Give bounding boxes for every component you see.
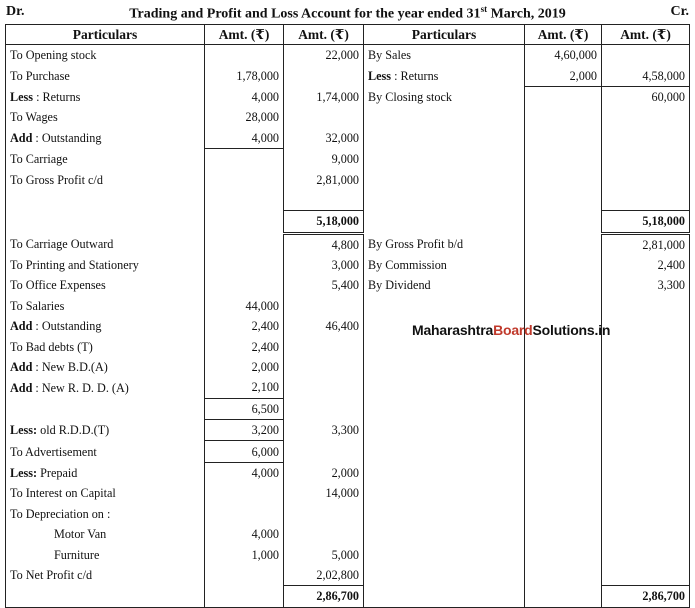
amount-dr-inner-cell (205, 86, 284, 107)
amount-cr-outer-cell (602, 544, 690, 564)
amount-dr-outer-cell (284, 336, 364, 356)
particulars-text: To Office Expenses (10, 278, 106, 293)
amount-dr-outer-cell (284, 565, 364, 586)
amount-dr-inner-cell (205, 255, 284, 275)
amount-cr-outer-cell (602, 316, 690, 336)
amount-dr-outer-cell (284, 255, 364, 275)
particulars-text: To Opening stock (10, 48, 97, 63)
particulars-cr-cell (364, 441, 525, 462)
ledger-row (6, 483, 690, 503)
amount-dr-inner-cell (205, 544, 284, 564)
ledger-row (6, 586, 690, 607)
particulars-dr-cell (6, 398, 205, 419)
ledger-row (6, 336, 690, 356)
amount-dr-inner-cell (205, 316, 284, 336)
particulars-dr-cell (6, 420, 205, 441)
particulars-text: To Printing and Stationery (10, 258, 139, 273)
particulars-prefix: Add (10, 319, 33, 334)
amount-cr-inner-cell (525, 336, 602, 356)
amount-dr-outer-cell (284, 107, 364, 127)
amount-value: 28,000 (245, 110, 279, 125)
amount-cr-outer-cell (602, 65, 690, 86)
amount-cr-inner-cell (525, 65, 602, 86)
particulars-dr-cell (6, 107, 205, 127)
amount-dr-inner-cell (205, 420, 284, 441)
particulars-dr-cell (6, 190, 205, 211)
amount-dr-inner-cell (205, 148, 284, 169)
amount-value: 14,000 (325, 486, 359, 501)
amount-cr-inner-cell (525, 45, 602, 66)
particulars-cr-cell (364, 255, 525, 275)
particulars-cr-cell (364, 504, 525, 524)
amount-cr-inner-cell (525, 357, 602, 377)
particulars-cr-cell (364, 233, 525, 255)
particulars-text: : Outstanding (32, 131, 102, 145)
amount-cr-inner-cell (525, 296, 602, 316)
amount-value: 4,60,000 (554, 48, 597, 63)
amount-dr-inner-cell (205, 169, 284, 189)
particulars-dr-cell (6, 377, 205, 398)
particulars-text: : Returns (391, 68, 439, 83)
particulars-dr-cell (6, 296, 205, 316)
amount-value: 1,74,000 (316, 89, 359, 104)
particulars-cr-cell (364, 107, 525, 127)
ledger-row (6, 148, 690, 169)
amount-cr-inner-cell (525, 398, 602, 419)
particulars-dr-cell (6, 255, 205, 275)
ledger-row (6, 524, 690, 544)
ledger-row (6, 377, 690, 398)
particulars-text: To Purchase (10, 68, 70, 83)
particulars-text: To Carriage Outward (10, 236, 114, 251)
amount-cr-inner-cell (525, 169, 602, 189)
amount-dr-outer-cell (284, 296, 364, 316)
amount-dr-outer-cell (284, 586, 364, 607)
amount-value: 2,400 (251, 339, 279, 354)
amount-value: 2,81,000 (642, 237, 685, 252)
account-title (0, 4, 695, 23)
amount-dr-outer-cell (284, 190, 364, 211)
particulars-dr-cell (6, 148, 205, 169)
amount-dr-inner-cell (205, 441, 284, 462)
amount-dr-outer-cell (284, 211, 364, 233)
particulars-cr-cell (364, 148, 525, 169)
amount-dr-inner-cell (205, 504, 284, 524)
ledger-row (6, 357, 690, 377)
amount-cr-inner-cell (525, 107, 602, 127)
amount-value: 2,86,700 (642, 589, 685, 604)
amount-value: 1,000 (251, 547, 279, 562)
amount-dr-outer-cell (284, 524, 364, 544)
particulars-dr-cell (6, 441, 205, 462)
particulars-dr-cell (6, 462, 205, 483)
amount-cr-outer-cell (602, 169, 690, 189)
particulars-text: To Advertisement (10, 444, 97, 459)
particulars-cr-cell (364, 211, 525, 233)
amount-cr-outer-cell (602, 233, 690, 255)
amount-cr-outer-cell (602, 524, 690, 544)
ledger-row (6, 86, 690, 107)
particulars-text: : Outstanding (32, 319, 102, 334)
amount-cr-inner-cell (525, 148, 602, 169)
amount-dr-inner-cell (205, 377, 284, 398)
particulars-prefix: Add (10, 380, 33, 395)
amount-cr-outer-cell (602, 441, 690, 462)
particulars-cr-cell (364, 45, 525, 66)
particulars-cr-cell (364, 462, 525, 483)
credit-label: Cr. (670, 4, 689, 19)
particulars-dr-cell (6, 357, 205, 377)
watermark-part-3: Solutions.in (532, 322, 611, 338)
amount-value: 44,000 (245, 298, 279, 313)
amount-cr-outer-cell (602, 420, 690, 441)
particulars-dr-cell (6, 504, 205, 524)
particulars-dr-cell (6, 169, 205, 189)
amount-cr-inner-cell (525, 128, 602, 149)
particulars-text: To Bad debts (T) (10, 339, 93, 354)
particulars-text: By Dividend (368, 278, 431, 293)
amount-dr-inner-cell (205, 45, 284, 66)
col-amt1-dr: Amt. (₹) (205, 25, 284, 45)
particulars-cr-cell (364, 65, 525, 86)
particulars-dr-cell (6, 211, 205, 233)
amount-dr-outer-cell (284, 377, 364, 398)
amount-dr-inner-cell (205, 296, 284, 316)
amount-cr-outer-cell (602, 255, 690, 275)
amount-dr-outer-cell (284, 357, 364, 377)
amount-cr-inner-cell (525, 544, 602, 564)
amount-dr-inner-cell (205, 65, 284, 86)
amount-cr-inner-cell (525, 86, 602, 107)
particulars-dr-cell (6, 586, 205, 607)
amount-value: 4,000 (251, 89, 279, 104)
particulars-prefix: Add (10, 360, 33, 375)
amount-dr-inner-cell (205, 483, 284, 503)
col-particulars-cr: Particulars (364, 25, 525, 45)
ledger-row (6, 190, 690, 211)
amount-value: 2,100 (251, 380, 279, 395)
amount-dr-outer-cell (284, 86, 364, 107)
particulars-text: By Gross Profit b/d (368, 236, 464, 251)
particulars-cr-cell (364, 275, 525, 295)
amount-cr-outer-cell (602, 565, 690, 586)
amount-cr-outer-cell (602, 586, 690, 607)
col-amt2-cr: Amt. (₹) (602, 25, 690, 45)
amount-cr-outer-cell (602, 296, 690, 316)
col-amt2-dr: Amt. (₹) (284, 25, 364, 45)
col-particulars-dr: Particulars (6, 25, 205, 45)
amount-value: 5,18,000 (316, 214, 359, 229)
ledger-row (6, 169, 690, 189)
particulars-text: : New R. D. D. (A) (32, 380, 129, 395)
amount-cr-inner-cell (525, 211, 602, 233)
amount-dr-outer-cell (284, 544, 364, 564)
particulars-dr-cell (6, 86, 205, 107)
amount-dr-outer-cell (284, 504, 364, 524)
amount-value: 2,02,800 (316, 567, 359, 582)
amount-value: 6,000 (251, 444, 279, 459)
particulars-prefix: Less: (10, 423, 38, 438)
amount-dr-inner-cell (205, 211, 284, 233)
amount-cr-outer-cell (602, 483, 690, 503)
amount-cr-outer-cell (602, 377, 690, 398)
amount-dr-outer-cell (284, 316, 364, 336)
amount-dr-inner-cell (205, 107, 284, 127)
particulars-dr-cell (6, 128, 205, 149)
amount-dr-inner-cell (205, 398, 284, 419)
particulars-dr-cell (6, 565, 205, 586)
amount-dr-outer-cell (284, 275, 364, 295)
title-text-end: March, 2019 (487, 6, 566, 22)
amount-dr-inner-cell (205, 462, 284, 483)
particulars-dr-cell (6, 233, 205, 255)
amount-dr-outer-cell (284, 148, 364, 169)
particulars-dr-cell (6, 316, 205, 336)
amount-value: 2,000 (569, 68, 597, 83)
amount-value: 9,000 (331, 151, 359, 166)
ledger-row (6, 211, 690, 233)
amount-dr-outer-cell (284, 128, 364, 149)
amount-cr-outer-cell (602, 336, 690, 356)
amount-cr-inner-cell (525, 504, 602, 524)
ledger-row (6, 65, 690, 86)
amount-cr-inner-cell (525, 565, 602, 586)
ledger-row (6, 462, 690, 483)
ledger-row (6, 544, 690, 564)
amount-dr-outer-cell (284, 462, 364, 483)
particulars-text: To Depreciation on : (10, 506, 111, 521)
particulars-text: : New B.D.(A) (32, 360, 108, 375)
amount-value: 2,86,700 (316, 589, 359, 604)
particulars-text: To Net Profit c/d (10, 568, 93, 583)
particulars-cr-cell (364, 586, 525, 607)
amount-value: 4,000 (251, 466, 279, 480)
amount-value: 5,000 (331, 547, 359, 562)
particulars-cr-cell (364, 565, 525, 586)
amount-value: 5,18,000 (642, 214, 685, 229)
account-header (0, 2, 695, 24)
amount-value: 22,000 (325, 48, 359, 63)
amount-cr-outer-cell (602, 190, 690, 211)
particulars-prefix: Less: (10, 465, 38, 480)
amount-cr-outer-cell (602, 357, 690, 377)
amount-value: 3,200 (251, 423, 279, 438)
particulars-prefix: Less (10, 89, 34, 104)
amount-cr-inner-cell (525, 420, 602, 441)
amount-dr-inner-cell (205, 275, 284, 295)
amount-value: 60,000 (651, 89, 685, 104)
amount-value: 6,500 (251, 401, 279, 416)
amount-cr-outer-cell (602, 462, 690, 483)
column-header-row (6, 25, 690, 45)
particulars-cr-cell (364, 128, 525, 149)
amount-dr-outer-cell (284, 441, 364, 462)
watermark-part-2: Board (493, 322, 533, 338)
amount-dr-inner-cell (205, 565, 284, 586)
particulars-cr-cell (364, 377, 525, 398)
amount-dr-outer-cell (284, 65, 364, 86)
amount-dr-inner-cell (205, 233, 284, 255)
amount-value: 32,000 (325, 131, 359, 145)
amount-value: 3,300 (657, 278, 685, 293)
particulars-dr-cell (6, 336, 205, 356)
particulars-text: By Sales (368, 48, 411, 63)
ledger-row (6, 128, 690, 149)
ledger-row (6, 255, 690, 275)
ledger-row (6, 441, 690, 462)
amount-cr-outer-cell (602, 211, 690, 233)
amount-cr-outer-cell (602, 275, 690, 295)
amount-cr-outer-cell (602, 398, 690, 419)
amount-value: 2,400 (657, 258, 685, 273)
watermark-part-1: Maharashtra (412, 322, 494, 338)
title-text: Trading and Profit and Loss Account for the year ended 31 (129, 6, 481, 22)
particulars-text: To Interest on Capital (10, 486, 116, 501)
particulars-cr-cell (364, 169, 525, 189)
amount-dr-inner-cell (205, 128, 284, 149)
amount-value: 5,400 (331, 278, 359, 293)
particulars-cr-cell (364, 296, 525, 316)
amount-cr-inner-cell (525, 275, 602, 295)
amount-dr-outer-cell (284, 233, 364, 255)
particulars-dr-cell (6, 45, 205, 66)
amount-dr-inner-cell (205, 357, 284, 377)
amount-value: 4,000 (251, 527, 279, 542)
ledger-row (6, 107, 690, 127)
amount-cr-inner-cell (525, 586, 602, 607)
particulars-dr-cell (6, 524, 205, 544)
amount-dr-inner-cell (205, 524, 284, 544)
amount-cr-outer-cell (602, 128, 690, 149)
particulars-text: To Gross Profit c/d (10, 172, 103, 187)
amount-cr-inner-cell (525, 233, 602, 255)
amount-dr-inner-cell (205, 336, 284, 356)
particulars-prefix: Add (10, 131, 33, 145)
particulars-cr-cell (364, 398, 525, 419)
particulars-dr-cell (6, 544, 205, 564)
amount-value: 2,000 (331, 465, 359, 480)
amount-cr-outer-cell (602, 86, 690, 107)
amount-value: 2,400 (251, 319, 279, 334)
particulars-cr-cell (364, 336, 525, 356)
particulars-text: : Returns (33, 89, 81, 104)
particulars-text: old R.D.D.(T) (37, 423, 110, 438)
amount-value: 3,000 (331, 258, 359, 273)
ledger-row (6, 275, 690, 295)
particulars-text: To Wages (10, 110, 58, 125)
ledger-row (6, 296, 690, 316)
amount-cr-outer-cell (602, 148, 690, 169)
particulars-dr-cell (6, 275, 205, 295)
amount-value: 46,400 (325, 319, 359, 334)
particulars-cr-cell (364, 524, 525, 544)
amount-cr-inner-cell (525, 483, 602, 503)
particulars-text: By Closing stock (368, 89, 452, 104)
particulars-dr-cell (6, 65, 205, 86)
col-amt1-cr: Amt. (₹) (525, 25, 602, 45)
amount-value: 1,78,000 (236, 68, 279, 83)
particulars-text: Motor Van (54, 527, 107, 542)
amount-value: 2,000 (251, 360, 279, 375)
title-sup: st (480, 4, 488, 14)
amount-value: 2,81,000 (316, 172, 359, 187)
amount-dr-outer-cell (284, 398, 364, 419)
particulars-cr-cell (364, 420, 525, 441)
particulars-dr-cell (6, 483, 205, 503)
particulars-prefix: Less (368, 68, 392, 83)
amount-dr-inner-cell (205, 586, 284, 607)
particulars-cr-cell (364, 483, 525, 503)
amount-value: 3,300 (331, 423, 359, 438)
ledger-row (6, 45, 690, 66)
amount-dr-outer-cell (284, 45, 364, 66)
particulars-text: Furniture (54, 547, 100, 562)
amount-dr-inner-cell (205, 190, 284, 211)
amount-cr-inner-cell (525, 190, 602, 211)
particulars-text: Prepaid (37, 465, 78, 480)
amount-dr-outer-cell (284, 420, 364, 441)
particulars-text: By Commission (368, 258, 447, 273)
amount-value: 4,000 (251, 130, 279, 145)
amount-cr-outer-cell (602, 107, 690, 127)
amount-cr-inner-cell (525, 441, 602, 462)
amount-cr-inner-cell (525, 255, 602, 275)
amount-value: 4,800 (331, 237, 359, 252)
watermark (412, 322, 610, 338)
amount-cr-inner-cell (525, 377, 602, 398)
particulars-cr-cell (364, 190, 525, 211)
particulars-text: To Carriage (10, 151, 68, 166)
ledger-row (6, 504, 690, 524)
particulars-cr-cell (364, 357, 525, 377)
amount-value: 4,58,000 (642, 68, 685, 83)
particulars-text: To Salaries (10, 298, 65, 313)
amount-dr-outer-cell (284, 169, 364, 189)
ledger-row (6, 420, 690, 441)
ledger-table (5, 24, 690, 608)
amount-dr-outer-cell (284, 483, 364, 503)
ledger-row (6, 233, 690, 255)
particulars-cr-cell (364, 86, 525, 107)
debit-label: Dr. (6, 4, 25, 19)
particulars-cr-cell (364, 544, 525, 564)
amount-cr-inner-cell (525, 524, 602, 544)
amount-cr-outer-cell (602, 45, 690, 66)
amount-cr-inner-cell (525, 462, 602, 483)
ledger-row (6, 398, 690, 419)
amount-cr-outer-cell (602, 504, 690, 524)
ledger-row (6, 565, 690, 586)
